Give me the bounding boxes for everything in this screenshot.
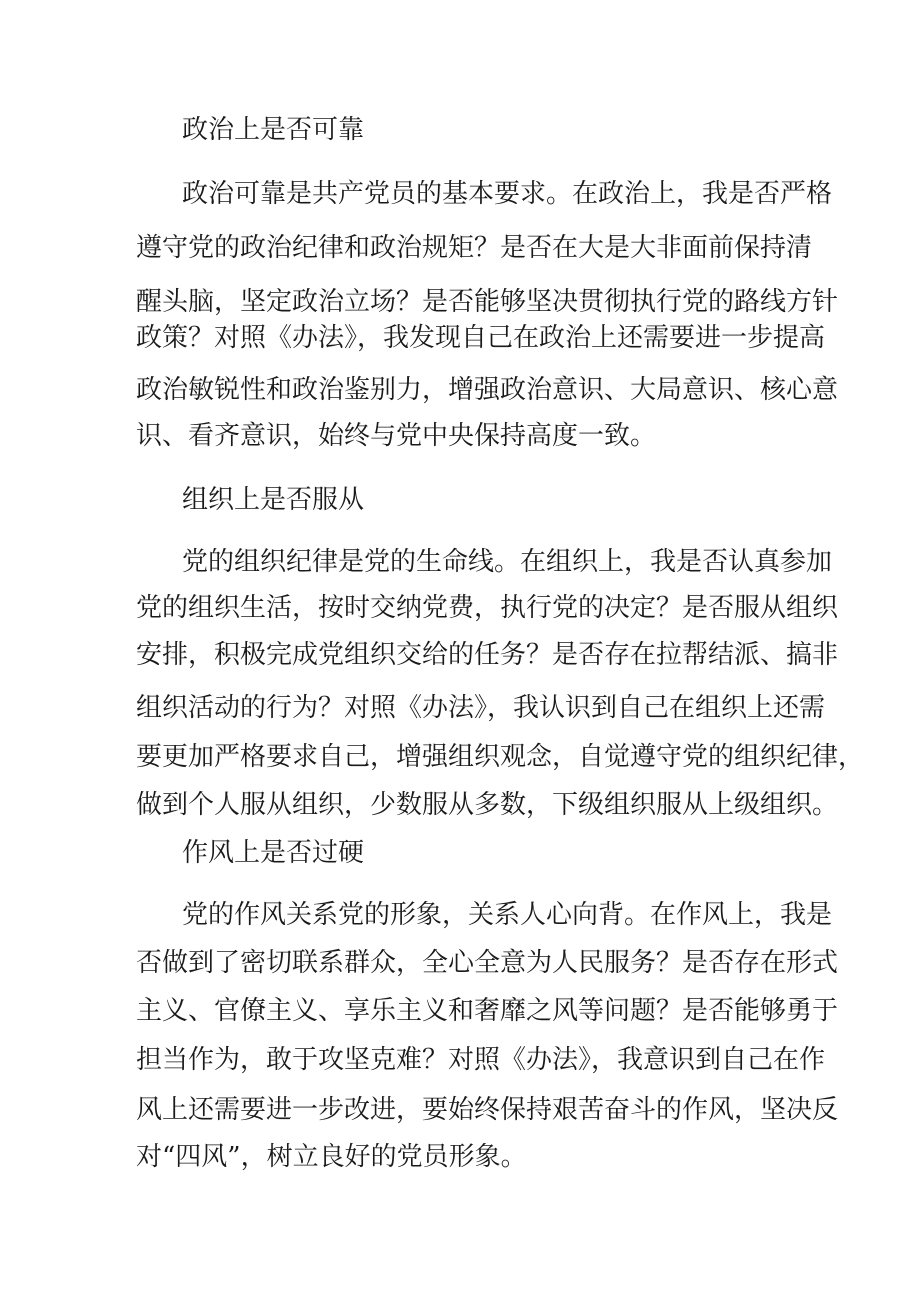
- paragraph-line: 政策？对照《办法》，我发现自己在政治上还需要进一步提高: [136, 323, 826, 353]
- paragraph-line: 醒头脑，坚定政治立场？是否能够坚决贯彻执行党的路线方针: [136, 287, 839, 317]
- paragraph-line: 担当作为，敢于攻坚克难？对照《办法》，我意识到自己在作: [136, 1045, 826, 1075]
- paragraph-line: 政治可靠是共产党员的基本要求。在政治上，我是否严格: [182, 179, 833, 209]
- paragraph-line: 党的作风关系党的形象，关系人心向背。在作风上，我是: [182, 900, 833, 930]
- paragraph-line: 党的组织生活，按时交纳党费，执行党的决定？是否服从组织: [136, 593, 839, 623]
- paragraph-line: 主义、官僚主义、享乐主义和奢靡之风等问题？是否能够勇于: [136, 996, 839, 1026]
- paragraph-line: 对“四风”，树立良好的党员形象。: [136, 1142, 527, 1172]
- section-heading-organizational: 组织上是否服从: [182, 485, 365, 515]
- paragraph-line: 否做到了密切联系群众，全心全意为人民服务？是否存在形式: [136, 948, 839, 978]
- paragraph-line: 做到个人服从组织，少数服从多数，下级组织服从上级组织。: [136, 790, 839, 820]
- paragraph-line: 组织活动的行为？对照《办法》，我认识到自己在组织上还需: [136, 693, 826, 723]
- paragraph-line: 政治敏锐性和政治鉴别力，增强政治意识、大局意识、核心意: [136, 375, 839, 405]
- paragraph-line: 遵守党的政治纪律和政治规矩？是否在大是大非面前保持清: [136, 233, 813, 263]
- paragraph-line: 要更加严格要求自己，增强组织观念，自觉遵守党的组织纪律，: [136, 742, 865, 772]
- paragraph-line: 党的组织纪律是党的生命线。在组织上，我是否认真参加: [182, 547, 833, 577]
- paragraph-line: 安排，积极完成党组织交给的任务？是否存在拉帮结派、搞非: [136, 640, 839, 670]
- section-heading-work-style: 作风上是否过硬: [182, 838, 365, 868]
- paragraph-line: 风上还需要进一步改进，要始终保持艰苦奋斗的作风，坚决反: [136, 1095, 839, 1125]
- paragraph-line: 识、看齐意识，始终与党中央保持高度一致。: [136, 421, 657, 451]
- section-heading-political: 政治上是否可靠: [182, 115, 365, 145]
